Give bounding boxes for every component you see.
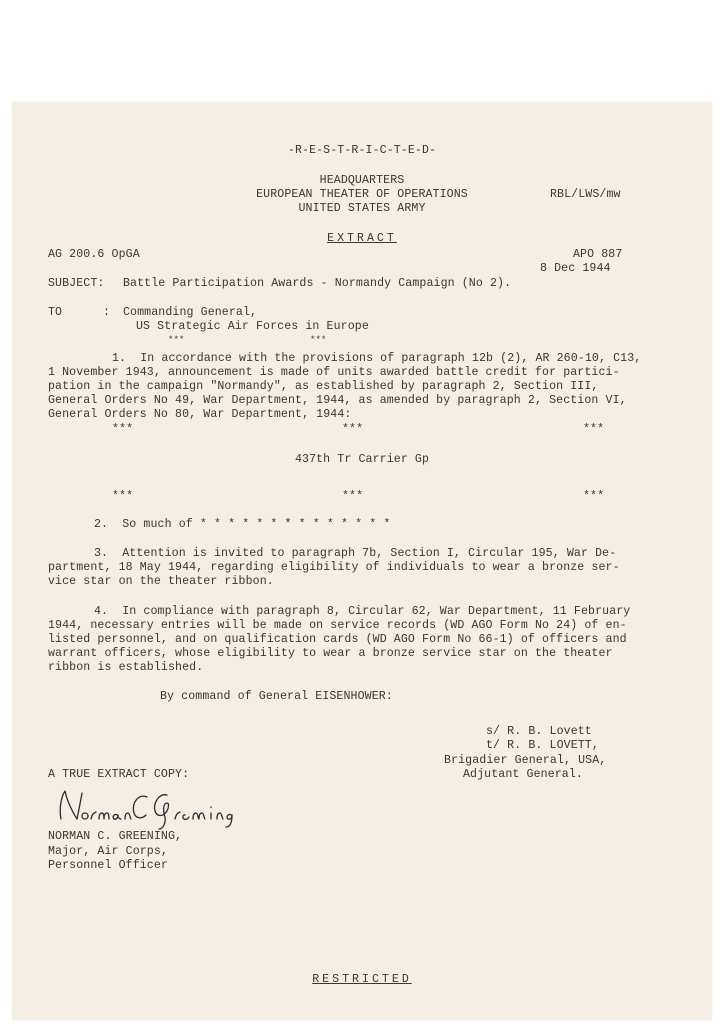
hq-line-1: HEADQUARTERS — [319, 174, 405, 187]
paragraph-2: 2. So much of * * * * * * * * * * * * * * — [94, 518, 391, 531]
apo-number: APO 887 — [573, 248, 623, 261]
classification-bottom: RESTRICTED — [312, 973, 412, 986]
signature-line-2: t/ R. B. LOVETT, — [486, 739, 599, 752]
extract-title: EXTRACT — [327, 232, 397, 245]
paragraph-3-line-1: 3. Attention is invited to paragraph 7b, Section I, Circular 195, War De- — [94, 547, 617, 560]
addressee-line-1: Commanding General, — [123, 306, 258, 319]
section-stars: *** — [168, 335, 185, 345]
paragraph-3-line-2: partment, 18 May 1944, regarding eligibility of individuals to wear a bronze ser- — [48, 561, 620, 574]
section-stars: *** — [112, 490, 134, 503]
paragraph-4-line-2: 1944, necessary entries will be made on service records (WD AGO Form No 24) of en- — [48, 619, 627, 632]
paragraph-1-line-4: General Orders No 49, War Department, 1944, as amended by paragraph 2, Section VI, — [48, 394, 627, 407]
hq-line-2: EUROPEAN THEATER OF OPERATIONS — [256, 188, 468, 201]
section-stars: *** — [310, 335, 327, 345]
section-stars: *** — [583, 423, 605, 436]
section-stars: *** — [112, 423, 134, 436]
reference-code: RBL/LWS/mw — [550, 188, 621, 201]
addressee-line-2: US Strategic Air Forces in Europe — [136, 320, 369, 333]
unit-name: 437th Tr Carrier Gp — [294, 453, 430, 466]
command-line: By command of General EISENHOWER: — [160, 690, 393, 703]
signature-line-4: Adjutant General. — [463, 768, 583, 781]
hq-line-3: UNITED STATES ARMY — [298, 202, 426, 215]
section-stars: *** — [342, 423, 364, 436]
certifier-title: Personnel Officer — [48, 859, 168, 872]
paragraph-4-line-5: ribbon is established. — [48, 661, 204, 674]
true-copy-label: A TRUE EXTRACT COPY: — [48, 768, 190, 781]
to-label: TO — [48, 306, 63, 319]
signature-line-3: Brigadier General, USA, — [444, 754, 607, 767]
paragraph-1-line-5: General Orders No 80, War Department, 1944: — [48, 408, 352, 421]
paragraph-3-line-3: vice star on the theater ribbon. — [48, 575, 274, 588]
classification-top: -R-E-S-T-R-I-C-T-E-D- — [287, 144, 437, 157]
paragraph-1-line-3: pation in the campaign "Normandy", as established by paragraph 2, Section III, — [48, 380, 599, 393]
paragraph-4-line-3: listed personnel, and on qualification cards (WD AGO Form No 66-1) of officers and — [48, 633, 627, 646]
paragraph-4-line-1: 4. In compliance with paragraph 8, Circular 62, War Department, 11 February — [94, 605, 631, 618]
section-stars: *** — [583, 490, 605, 503]
to-colon: : — [103, 306, 111, 319]
paragraph-4-line-4: warrant officers, whose eligibility to wear a bronze service star on the theater — [48, 647, 613, 660]
document-date: 8 Dec 1944 — [540, 262, 611, 275]
paragraph-1-line-2: 1 November 1943, announcement is made of units awarded battle credit for partici- — [48, 366, 620, 379]
certifier-name: NORMAN C. GREENING, — [48, 830, 183, 843]
certifier-rank: Major, Air Corps, — [48, 845, 168, 858]
signature-line-1: s/ R. B. Lovett — [486, 725, 592, 738]
subject-text: Battle Participation Awards - Normandy Campaign (No 2). — [123, 277, 512, 290]
file-number: AG 200.6 OpGA — [48, 248, 140, 261]
handwritten-signature — [55, 785, 235, 831]
paragraph-1-line-1: 1. In accordance with the provisions of paragraph 12b (2), AR 260-10, C13, — [112, 352, 642, 365]
section-stars: *** — [342, 490, 364, 503]
subject-label: SUBJECT: — [48, 277, 105, 290]
